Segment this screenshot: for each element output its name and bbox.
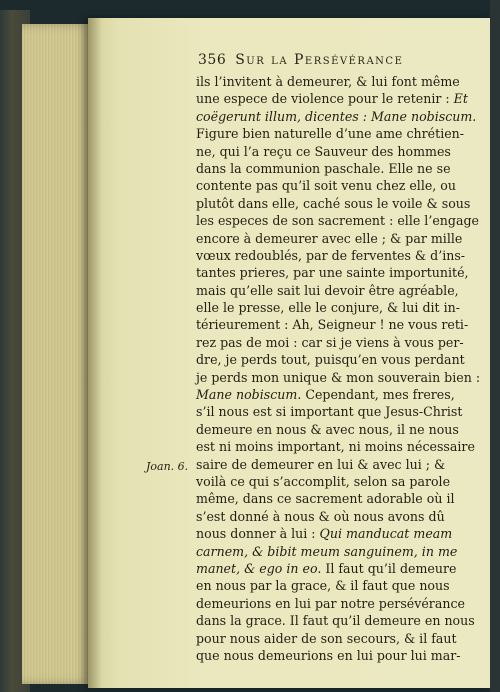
page-number: 356	[198, 52, 227, 68]
roman-text: que nous demeurions en lui pour lui mar-	[196, 647, 461, 663]
roman-text: dans la grace. Il faut qu’il demeure en nous	[196, 613, 475, 629]
italic-text: Et	[453, 91, 468, 107]
italic-text: carnem, & bibit meum sanguinem, in me	[196, 543, 458, 559]
roman-text: voilà ce qui s’accomplit, selon sa parole	[196, 473, 451, 489]
roman-text: s’il nous est si important que Jesus-Christ	[196, 404, 463, 420]
italic-text: coëgerunt illum, dicentes : Mane nobiscum.	[196, 108, 477, 124]
text-line	[196, 143, 454, 160]
roman-text: dans la communion paschale. Elle ne se	[196, 160, 451, 176]
roman-text: Il faut qu’il demeure	[321, 560, 457, 576]
roman-text: en nous par la grace, & il faut que nous	[196, 578, 450, 594]
running-head	[198, 52, 403, 68]
text-line	[196, 595, 465, 612]
text-line	[196, 577, 454, 594]
text-line	[196, 386, 454, 403]
margin-note: Joan. 6.	[146, 460, 189, 473]
roman-text: ne, qui l’a reçu ce Sauveur des hommes	[196, 143, 451, 159]
text-line	[196, 212, 479, 229]
running-title: Sur la Persévérance	[235, 52, 404, 68]
text-line	[196, 403, 463, 420]
roman-text: tantes prieres, par une sainte importunité,	[196, 265, 469, 281]
text-line	[196, 560, 457, 577]
roman-text: encore à demeurer avec elle ; & par mille	[196, 230, 463, 246]
roman-text: demeurions en lui par notre persévérance	[196, 595, 465, 611]
roman-text: je perds mon unique & mon souverain bien :	[196, 369, 481, 385]
text-line	[196, 490, 454, 507]
italic-text: manet, & ego in eo.	[196, 560, 322, 576]
text-line	[196, 647, 461, 664]
italic-text: Mane nobiscum.	[196, 387, 302, 403]
roman-text: une espece de violence pour le retenir :	[196, 91, 454, 107]
text-line	[196, 177, 457, 194]
roman-text: elle le presse, elle le conjure, & lui dit in-	[196, 300, 460, 316]
text-line	[196, 525, 454, 542]
roman-text: pour nous aider de son secours, & il faut	[196, 630, 457, 646]
text-line	[196, 334, 464, 351]
roman-text: plutôt dans elle, caché sous le voile & sous	[196, 195, 471, 211]
text-line	[196, 316, 469, 333]
text-line	[196, 230, 463, 247]
roman-text: rez pas de moi : car si je viens à vous per-	[196, 334, 464, 350]
gutter-shadow	[88, 18, 102, 688]
text-line	[196, 456, 454, 473]
text-line	[196, 508, 454, 525]
text-line	[196, 160, 454, 177]
body-text	[196, 73, 481, 664]
text-line	[196, 90, 468, 107]
roman-text: demeure en nous & avec nous, il ne nous	[196, 421, 459, 437]
roman-text: mais qu’elle sait lui devoir être agréable,	[196, 282, 459, 298]
roman-text: nous donner à lui :	[196, 526, 320, 542]
roman-text: dre, je perds tout, puisqu’en vous perdant	[196, 352, 465, 368]
background-right-edge	[490, 0, 500, 692]
text-line	[196, 421, 459, 438]
text-line	[196, 351, 465, 368]
roman-text: est ni moins important, ni moins nécessaire	[196, 439, 475, 455]
text-line	[196, 125, 465, 142]
roman-text: ils l’invitent à demeurer, & lui font même	[196, 74, 460, 89]
roman-text: Cependant, mes freres,	[301, 387, 455, 403]
roman-text: même, dans ce sacrement adorable où il	[196, 491, 455, 507]
text-line	[196, 612, 475, 629]
text-line	[196, 264, 469, 281]
roman-text: contente pas qu’il soit venu chez elle, ou	[196, 178, 457, 194]
roman-text: saire de demeurer en lui & avec lui ; &	[196, 456, 446, 472]
roman-text: Figure bien naturelle d’une ame chrétien-	[196, 126, 465, 142]
roman-text: les especes de son sacrement : elle l’engage	[196, 213, 479, 229]
text-line	[196, 473, 454, 490]
page-stack-left	[22, 24, 92, 684]
text-line	[196, 543, 458, 560]
text-line	[196, 630, 457, 647]
text-line	[196, 247, 466, 264]
text-line	[196, 369, 481, 386]
text-line	[196, 73, 460, 90]
text-line	[196, 299, 460, 316]
text-line	[196, 438, 475, 455]
roman-text: s’est donné à nous & où nous avons dû	[196, 508, 445, 524]
text-line	[196, 195, 471, 212]
roman-text: térieurement : Ah, Seigneur ! ne vous reti-	[196, 317, 469, 333]
roman-text: vœux redoublés, par de ferventes & d’ins-	[196, 247, 466, 263]
text-line	[196, 108, 477, 125]
italic-text: Qui manducat meam	[319, 526, 453, 542]
text-line	[196, 282, 459, 299]
